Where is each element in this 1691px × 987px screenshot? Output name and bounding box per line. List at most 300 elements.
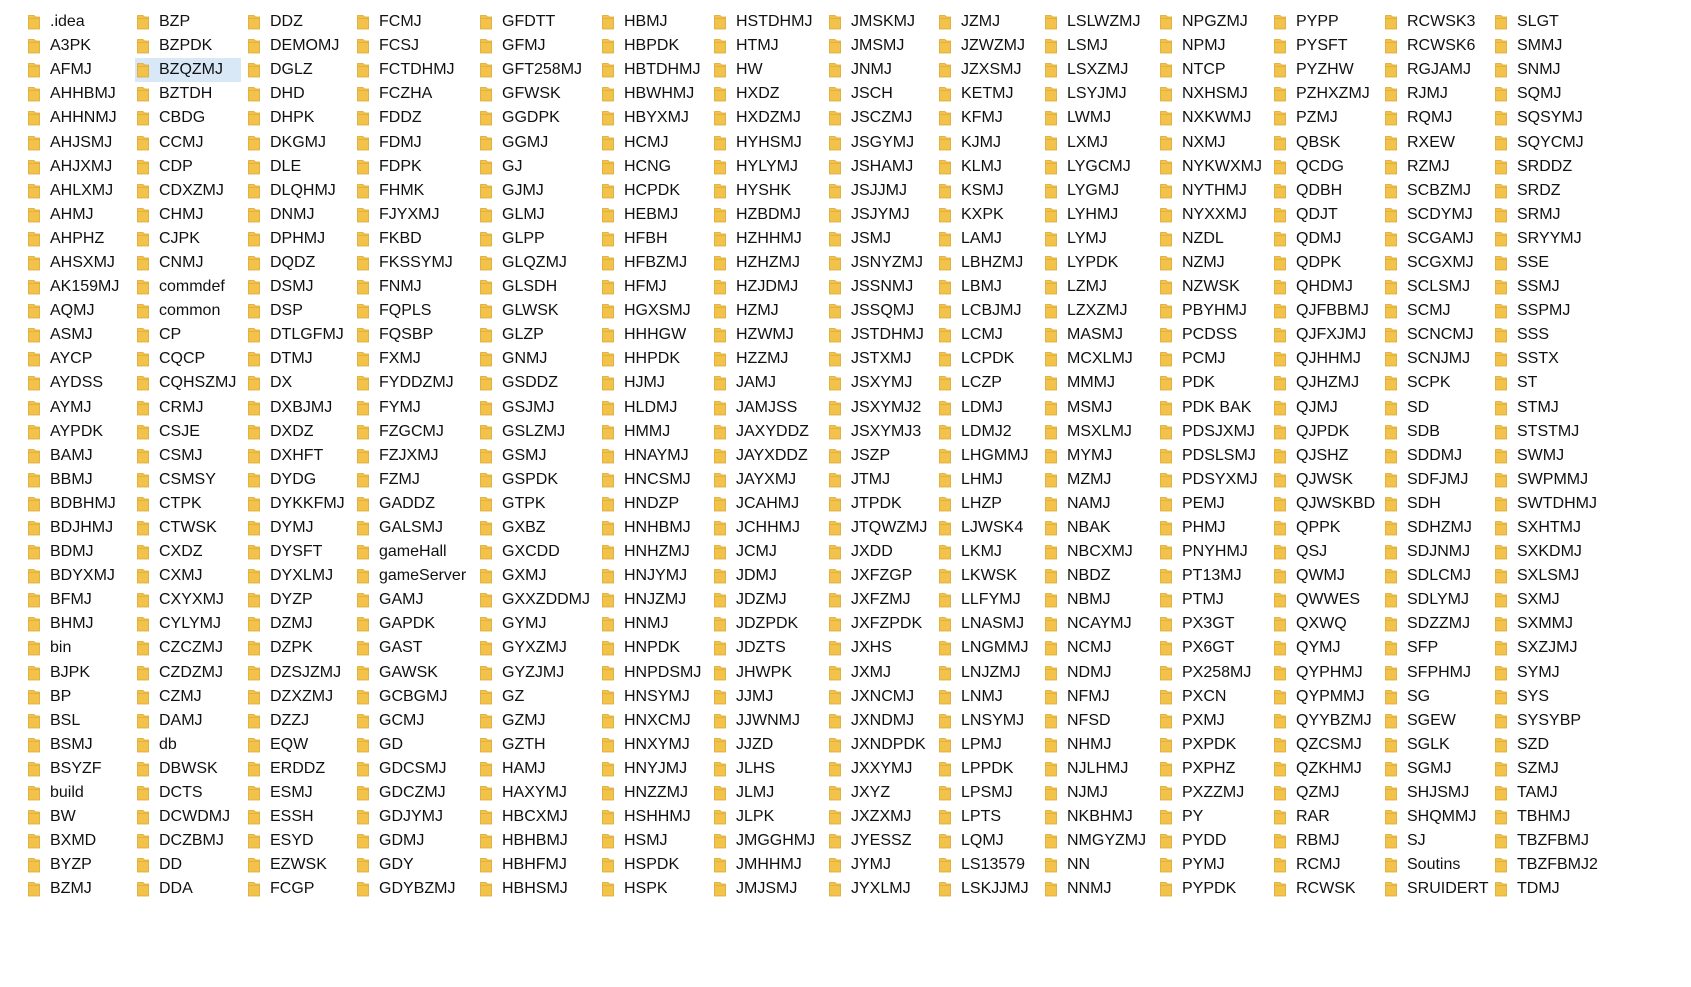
- folder-item[interactable]: [827, 636, 933, 660]
- folder-item[interactable]: [26, 323, 130, 347]
- folder-item[interactable]: [1383, 468, 1489, 492]
- folder-item[interactable]: [135, 82, 241, 106]
- folder-item[interactable]: [1383, 275, 1489, 299]
- folder-item[interactable]: [246, 805, 350, 829]
- folder-item[interactable]: [937, 347, 1039, 371]
- folder-item[interactable]: [246, 516, 350, 540]
- folder-item[interactable]: [1272, 685, 1379, 709]
- folder-item[interactable]: [1272, 733, 1379, 757]
- folder-item[interactable]: [355, 444, 473, 468]
- folder-item[interactable]: [937, 10, 1039, 34]
- folder-item[interactable]: [135, 540, 241, 564]
- folder-item[interactable]: [246, 155, 350, 179]
- folder-item[interactable]: [937, 709, 1039, 733]
- folder-item[interactable]: [1383, 661, 1489, 685]
- folder-item[interactable]: [712, 492, 822, 516]
- folder-item[interactable]: [478, 347, 596, 371]
- folder-item[interactable]: [478, 588, 596, 612]
- folder-item[interactable]: [355, 371, 473, 395]
- folder-item[interactable]: [712, 757, 822, 781]
- folder-item[interactable]: [1493, 661, 1643, 685]
- folder-item[interactable]: [478, 757, 596, 781]
- folder-item[interactable]: [937, 733, 1039, 757]
- folder-item[interactable]: [712, 323, 822, 347]
- folder-item[interactable]: [246, 540, 350, 564]
- folder-item[interactable]: [478, 10, 596, 34]
- folder-item[interactable]: [478, 492, 596, 516]
- folder-item[interactable]: [135, 251, 241, 275]
- folder-item[interactable]: [1158, 805, 1268, 829]
- folder-item[interactable]: [246, 709, 350, 733]
- folder-item[interactable]: [1043, 829, 1154, 853]
- folder-item[interactable]: [355, 709, 473, 733]
- folder-item[interactable]: [355, 130, 473, 154]
- folder-item[interactable]: [937, 130, 1039, 154]
- folder-item[interactable]: [712, 299, 822, 323]
- folder-item[interactable]: [937, 299, 1039, 323]
- folder-item[interactable]: [1158, 58, 1268, 82]
- folder-item[interactable]: [1158, 781, 1268, 805]
- folder-item[interactable]: [1383, 323, 1489, 347]
- folder-item[interactable]: [600, 420, 708, 444]
- folder-item[interactable]: [135, 877, 241, 901]
- folder-item[interactable]: [478, 709, 596, 733]
- folder-item[interactable]: [1272, 347, 1379, 371]
- folder-item[interactable]: [1158, 564, 1268, 588]
- folder-item[interactable]: [26, 106, 130, 130]
- folder-item[interactable]: [478, 805, 596, 829]
- folder-item[interactable]: [478, 781, 596, 805]
- folder-item[interactable]: [1158, 709, 1268, 733]
- folder-item[interactable]: [246, 106, 350, 130]
- folder-item[interactable]: [478, 323, 596, 347]
- folder-item[interactable]: [1158, 516, 1268, 540]
- folder-item[interactable]: [827, 877, 933, 901]
- folder-item[interactable]: [1158, 661, 1268, 685]
- folder-item[interactable]: [1272, 757, 1379, 781]
- folder-item[interactable]: [246, 781, 350, 805]
- folder-item[interactable]: [135, 564, 241, 588]
- folder-item[interactable]: [1043, 636, 1154, 660]
- folder-item[interactable]: [712, 877, 822, 901]
- folder-item[interactable]: [1158, 155, 1268, 179]
- folder-item[interactable]: [600, 733, 708, 757]
- folder-item[interactable]: [246, 251, 350, 275]
- folder-item[interactable]: [712, 58, 822, 82]
- folder-item[interactable]: [135, 805, 241, 829]
- folder-item[interactable]: [355, 58, 473, 82]
- folder-item[interactable]: [26, 371, 130, 395]
- folder-item[interactable]: [1272, 155, 1379, 179]
- folder-item[interactable]: [1272, 877, 1379, 901]
- folder-item[interactable]: [26, 829, 130, 853]
- folder-item[interactable]: [1272, 781, 1379, 805]
- folder-item[interactable]: [712, 829, 822, 853]
- folder-item[interactable]: [1272, 275, 1379, 299]
- folder-item[interactable]: [1158, 82, 1268, 106]
- folder-item[interactable]: [937, 82, 1039, 106]
- folder-item[interactable]: [135, 492, 241, 516]
- folder-item[interactable]: [1383, 396, 1489, 420]
- folder-item[interactable]: [1493, 299, 1643, 323]
- folder-item[interactable]: [1383, 757, 1489, 781]
- folder-item[interactable]: [712, 516, 822, 540]
- folder-item[interactable]: [1043, 757, 1154, 781]
- folder-item[interactable]: [937, 251, 1039, 275]
- folder-item[interactable]: [135, 757, 241, 781]
- folder-item[interactable]: [478, 106, 596, 130]
- folder-item[interactable]: [1272, 444, 1379, 468]
- folder-item[interactable]: [1158, 468, 1268, 492]
- folder-item[interactable]: [246, 564, 350, 588]
- folder-item[interactable]: [600, 58, 708, 82]
- folder-item[interactable]: [135, 636, 241, 660]
- folder-item[interactable]: [355, 155, 473, 179]
- folder-item[interactable]: [1493, 420, 1643, 444]
- folder-item[interactable]: [1043, 468, 1154, 492]
- folder-item[interactable]: [600, 275, 708, 299]
- folder-item[interactable]: [26, 203, 130, 227]
- folder-item[interactable]: [26, 757, 130, 781]
- folder-item[interactable]: [135, 275, 241, 299]
- folder-item[interactable]: [827, 227, 933, 251]
- folder-item[interactable]: [1383, 853, 1489, 877]
- folder-item[interactable]: [827, 155, 933, 179]
- folder-item[interactable]: [937, 540, 1039, 564]
- folder-item[interactable]: [1383, 733, 1489, 757]
- folder-item[interactable]: [1158, 106, 1268, 130]
- folder-item[interactable]: [355, 299, 473, 323]
- folder-item[interactable]: [1272, 853, 1379, 877]
- folder-item[interactable]: [1383, 781, 1489, 805]
- folder-item[interactable]: [355, 877, 473, 901]
- folder-item[interactable]: [1383, 492, 1489, 516]
- folder-item[interactable]: [1158, 130, 1268, 154]
- folder-item[interactable]: [712, 540, 822, 564]
- folder-item[interactable]: [246, 130, 350, 154]
- folder-item[interactable]: [1493, 275, 1643, 299]
- folder-item[interactable]: [355, 757, 473, 781]
- folder-item[interactable]: [827, 468, 933, 492]
- folder-item[interactable]: [1493, 203, 1643, 227]
- folder-item[interactable]: [600, 877, 708, 901]
- folder-item[interactable]: [827, 492, 933, 516]
- folder-item[interactable]: [1383, 347, 1489, 371]
- folder-item[interactable]: [355, 661, 473, 685]
- folder-item[interactable]: [1158, 612, 1268, 636]
- folder-item[interactable]: [1272, 805, 1379, 829]
- folder-item[interactable]: [1272, 58, 1379, 82]
- folder-item[interactable]: [355, 420, 473, 444]
- folder-item[interactable]: [1043, 371, 1154, 395]
- folder-item[interactable]: [1043, 130, 1154, 154]
- folder-item[interactable]: [135, 468, 241, 492]
- folder-item[interactable]: [135, 323, 241, 347]
- folder-item[interactable]: [1043, 227, 1154, 251]
- folder-item[interactable]: [26, 10, 130, 34]
- folder-item[interactable]: [246, 58, 350, 82]
- folder-item[interactable]: [712, 636, 822, 660]
- folder-item[interactable]: [135, 829, 241, 853]
- folder-item[interactable]: [1383, 877, 1489, 901]
- folder-item[interactable]: [135, 227, 241, 251]
- folder-item[interactable]: [600, 829, 708, 853]
- folder-item[interactable]: [712, 612, 822, 636]
- folder-item[interactable]: [712, 588, 822, 612]
- folder-item[interactable]: [827, 130, 933, 154]
- folder-item[interactable]: [1383, 106, 1489, 130]
- folder-item[interactable]: [1272, 106, 1379, 130]
- folder-item[interactable]: [1383, 251, 1489, 275]
- folder-item[interactable]: [937, 781, 1039, 805]
- folder-item[interactable]: [827, 588, 933, 612]
- folder-item[interactable]: [1158, 323, 1268, 347]
- folder-item[interactable]: [246, 299, 350, 323]
- folder-item[interactable]: [1158, 733, 1268, 757]
- folder-item[interactable]: [1272, 636, 1379, 660]
- folder-item[interactable]: [478, 130, 596, 154]
- folder-item[interactable]: [1493, 130, 1643, 154]
- folder-item[interactable]: [1493, 829, 1643, 853]
- folder-item[interactable]: [1493, 34, 1643, 58]
- folder-item[interactable]: [135, 733, 241, 757]
- folder-item[interactable]: [827, 540, 933, 564]
- folder-item[interactable]: [1043, 853, 1154, 877]
- folder-item[interactable]: [246, 661, 350, 685]
- folder-item[interactable]: [26, 58, 130, 82]
- folder-item[interactable]: [26, 877, 130, 901]
- folder-item[interactable]: [937, 444, 1039, 468]
- folder-item[interactable]: [712, 685, 822, 709]
- folder-item[interactable]: [478, 371, 596, 395]
- folder-item[interactable]: [1043, 420, 1154, 444]
- folder-item[interactable]: [712, 179, 822, 203]
- folder-item[interactable]: [1493, 540, 1643, 564]
- folder-item[interactable]: [1043, 492, 1154, 516]
- folder-item[interactable]: [600, 636, 708, 660]
- folder-item[interactable]: [135, 299, 241, 323]
- folder-item[interactable]: [1043, 58, 1154, 82]
- folder-item[interactable]: [1272, 516, 1379, 540]
- folder-item[interactable]: [246, 588, 350, 612]
- folder-item[interactable]: [827, 34, 933, 58]
- folder-item[interactable]: [600, 516, 708, 540]
- folder-item[interactable]: [478, 877, 596, 901]
- folder-item[interactable]: [26, 733, 130, 757]
- folder-item[interactable]: [1043, 516, 1154, 540]
- folder-item[interactable]: [1043, 588, 1154, 612]
- folder-item[interactable]: [712, 155, 822, 179]
- folder-item[interactable]: [1158, 275, 1268, 299]
- folder-item[interactable]: [1043, 661, 1154, 685]
- folder-item[interactable]: [827, 251, 933, 275]
- folder-item[interactable]: [355, 106, 473, 130]
- folder-item[interactable]: [246, 82, 350, 106]
- folder-item[interactable]: [600, 130, 708, 154]
- folder-item[interactable]: [26, 564, 130, 588]
- folder-item[interactable]: [600, 805, 708, 829]
- folder-item[interactable]: [246, 444, 350, 468]
- folder-item[interactable]: [937, 685, 1039, 709]
- folder-item[interactable]: [478, 612, 596, 636]
- folder-item[interactable]: [1158, 396, 1268, 420]
- folder-item[interactable]: [827, 516, 933, 540]
- folder-item[interactable]: [1158, 636, 1268, 660]
- folder-item[interactable]: [827, 420, 933, 444]
- folder-item[interactable]: [246, 10, 350, 34]
- folder-item[interactable]: [1383, 540, 1489, 564]
- folder-item[interactable]: [1158, 179, 1268, 203]
- folder-item[interactable]: [1493, 179, 1643, 203]
- folder-item[interactable]: [478, 733, 596, 757]
- folder-item[interactable]: [600, 612, 708, 636]
- folder-item[interactable]: [26, 805, 130, 829]
- folder-item[interactable]: [246, 203, 350, 227]
- folder-item[interactable]: [1043, 82, 1154, 106]
- folder-item[interactable]: [355, 829, 473, 853]
- folder-item[interactable]: [600, 492, 708, 516]
- folder-item[interactable]: [355, 10, 473, 34]
- folder-item[interactable]: [135, 347, 241, 371]
- folder-item[interactable]: [937, 612, 1039, 636]
- folder-item[interactable]: [600, 155, 708, 179]
- folder-item[interactable]: [937, 227, 1039, 251]
- folder-item[interactable]: [135, 130, 241, 154]
- folder-item[interactable]: [355, 227, 473, 251]
- folder-item[interactable]: [1158, 371, 1268, 395]
- folder-item[interactable]: [827, 179, 933, 203]
- folder-item[interactable]: [135, 612, 241, 636]
- folder-item[interactable]: [937, 396, 1039, 420]
- folder-item[interactable]: [355, 564, 473, 588]
- folder-item[interactable]: [827, 612, 933, 636]
- folder-item[interactable]: [600, 251, 708, 275]
- folder-item[interactable]: [712, 251, 822, 275]
- folder-item[interactable]: [26, 468, 130, 492]
- folder-item[interactable]: [712, 10, 822, 34]
- folder-item[interactable]: [26, 540, 130, 564]
- folder-item[interactable]: [1383, 805, 1489, 829]
- folder-item[interactable]: [937, 516, 1039, 540]
- folder-item[interactable]: [1158, 853, 1268, 877]
- folder-item[interactable]: [355, 396, 473, 420]
- folder-item[interactable]: [1493, 323, 1643, 347]
- folder-item[interactable]: [478, 468, 596, 492]
- folder-item[interactable]: [1383, 444, 1489, 468]
- folder-item[interactable]: [246, 275, 350, 299]
- folder-item[interactable]: [1043, 540, 1154, 564]
- folder-item[interactable]: [1272, 709, 1379, 733]
- folder-item[interactable]: [1383, 82, 1489, 106]
- folder-item[interactable]: [937, 203, 1039, 227]
- folder-item[interactable]: [1383, 420, 1489, 444]
- folder-item[interactable]: [246, 757, 350, 781]
- folder-item[interactable]: [135, 588, 241, 612]
- folder-item[interactable]: [355, 853, 473, 877]
- folder-item[interactable]: [478, 853, 596, 877]
- folder-item[interactable]: [135, 371, 241, 395]
- folder-item[interactable]: [355, 34, 473, 58]
- folder-item[interactable]: [478, 685, 596, 709]
- folder-item[interactable]: [1272, 203, 1379, 227]
- folder-item[interactable]: [26, 709, 130, 733]
- folder-item[interactable]: [827, 106, 933, 130]
- folder-item[interactable]: [1158, 492, 1268, 516]
- folder-item[interactable]: [1043, 299, 1154, 323]
- folder-item[interactable]: [937, 323, 1039, 347]
- folder-item[interactable]: [355, 275, 473, 299]
- folder-item[interactable]: [1493, 10, 1643, 34]
- folder-item[interactable]: [355, 468, 473, 492]
- folder-item[interactable]: [600, 34, 708, 58]
- folder-item[interactable]: [246, 853, 350, 877]
- folder-item[interactable]: [1493, 444, 1643, 468]
- folder-item[interactable]: [937, 829, 1039, 853]
- folder-item[interactable]: [712, 347, 822, 371]
- folder-item[interactable]: [1043, 275, 1154, 299]
- folder-item[interactable]: [355, 805, 473, 829]
- folder-item[interactable]: [1158, 685, 1268, 709]
- folder-item[interactable]: [1043, 733, 1154, 757]
- folder-item[interactable]: [937, 468, 1039, 492]
- folder-item[interactable]: [135, 203, 241, 227]
- folder-item[interactable]: [246, 179, 350, 203]
- folder-item[interactable]: [26, 685, 130, 709]
- folder-item[interactable]: [712, 396, 822, 420]
- folder-item[interactable]: [712, 106, 822, 130]
- folder-item[interactable]: [937, 371, 1039, 395]
- folder-item[interactable]: [827, 275, 933, 299]
- folder-item[interactable]: [827, 323, 933, 347]
- folder-item[interactable]: [26, 179, 130, 203]
- folder-item[interactable]: [1272, 396, 1379, 420]
- folder-item[interactable]: [827, 444, 933, 468]
- folder-item[interactable]: [937, 420, 1039, 444]
- folder-item[interactable]: [1272, 251, 1379, 275]
- folder-item[interactable]: [827, 805, 933, 829]
- folder-item[interactable]: [1272, 829, 1379, 853]
- folder-item[interactable]: [937, 492, 1039, 516]
- folder-item[interactable]: [246, 227, 350, 251]
- folder-item[interactable]: [1158, 299, 1268, 323]
- folder-item[interactable]: [1043, 612, 1154, 636]
- folder-item[interactable]: [246, 323, 350, 347]
- folder-item[interactable]: [1493, 468, 1643, 492]
- folder-item[interactable]: [478, 34, 596, 58]
- folder-item[interactable]: [1272, 588, 1379, 612]
- folder-item[interactable]: [1043, 106, 1154, 130]
- folder-item[interactable]: [355, 251, 473, 275]
- folder-item[interactable]: [1383, 564, 1489, 588]
- folder-item[interactable]: [1383, 829, 1489, 853]
- folder-item[interactable]: [478, 203, 596, 227]
- folder-item[interactable]: [712, 709, 822, 733]
- folder-item[interactable]: [600, 82, 708, 106]
- folder-item[interactable]: [1383, 227, 1489, 251]
- folder-item[interactable]: [1158, 34, 1268, 58]
- folder-item[interactable]: [26, 396, 130, 420]
- folder-item[interactable]: [26, 516, 130, 540]
- folder-item[interactable]: [827, 82, 933, 106]
- folder-item[interactable]: [712, 781, 822, 805]
- folder-item[interactable]: [712, 227, 822, 251]
- folder-item[interactable]: [1272, 227, 1379, 251]
- folder-item[interactable]: [1043, 155, 1154, 179]
- folder-item[interactable]: [827, 10, 933, 34]
- folder-item[interactable]: [937, 155, 1039, 179]
- folder-item[interactable]: [1158, 10, 1268, 34]
- folder-item[interactable]: [600, 588, 708, 612]
